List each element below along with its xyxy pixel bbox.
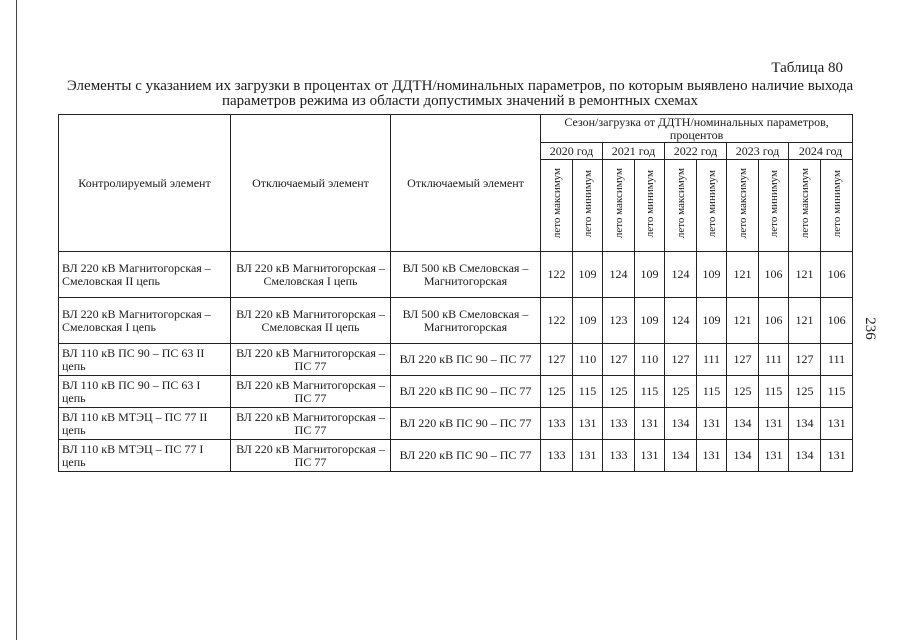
cell-controlled: ВЛ 110 кВ ПС 90 – ПС 63 I цепь (59, 376, 231, 408)
cell-value: 109 (635, 252, 665, 298)
cell-value: 133 (603, 408, 635, 440)
cell-value: 134 (789, 440, 821, 472)
cell-value: 134 (789, 408, 821, 440)
cell-value: 115 (697, 376, 727, 408)
cell-value: 124 (665, 298, 697, 344)
cell-value: 127 (727, 344, 759, 376)
header-disabled-2: Отключаемый элемент (391, 115, 541, 252)
header-summer-max: лето максимум (665, 160, 697, 252)
load-table (58, 114, 853, 472)
cell-value: 122 (541, 298, 573, 344)
cell-value: 121 (789, 252, 821, 298)
cell-disabled-1: ВЛ 220 кВ Магнитогорская – Смеловская I цепь (231, 252, 391, 298)
cell-value: 134 (727, 408, 759, 440)
cell-value: 111 (759, 344, 789, 376)
cell-value: 131 (759, 408, 789, 440)
cell-value: 127 (665, 344, 697, 376)
header-summer-min: лето минимум (759, 160, 789, 252)
cell-value: 109 (573, 298, 603, 344)
cell-value: 111 (697, 344, 727, 376)
cell-controlled: ВЛ 110 кВ МТЭЦ – ПС 77 II цепь (59, 408, 231, 440)
cell-value: 125 (789, 376, 821, 408)
header-year-2024: 2024 год (789, 143, 853, 160)
cell-disabled-2: ВЛ 500 кВ Смеловская – Магнитогорская (391, 252, 541, 298)
cell-disabled-2: ВЛ 220 кВ ПС 90 – ПС 77 (391, 408, 541, 440)
cell-value: 125 (665, 376, 697, 408)
cell-disabled-1: ВЛ 220 кВ Магнитогорская – Смеловская II цепь (231, 298, 391, 344)
page-edge-line (16, 0, 17, 640)
cell-value: 131 (821, 408, 853, 440)
header-summer-min: лето минимум (635, 160, 665, 252)
cell-value: 121 (727, 298, 759, 344)
table-row (59, 376, 853, 408)
table-caption: Элементы с указанием их загрузки в процентах от ДДТН/номинальных параметров, по которым выявлено наличие выхода параметров режима из области допустимых значений в ремонтных схемах (66, 78, 854, 109)
table-row (59, 252, 853, 298)
header-year-2022: 2022 год (665, 143, 727, 160)
header-year-2023: 2023 год (727, 143, 789, 160)
cell-disabled-1: ВЛ 220 кВ Магнитогорская – ПС 77 (231, 408, 391, 440)
table-row (59, 440, 853, 472)
table-number: Таблица 80 (771, 60, 843, 76)
cell-controlled: ВЛ 220 кВ Магнитогорская – Смеловская I цепь (59, 298, 231, 344)
cell-value: 115 (759, 376, 789, 408)
cell-value: 133 (541, 408, 573, 440)
cell-disabled-2: ВЛ 220 кВ ПС 90 – ПС 77 (391, 344, 541, 376)
cell-controlled: ВЛ 110 кВ ПС 90 – ПС 63 II цепь (59, 344, 231, 376)
cell-value: 131 (821, 440, 853, 472)
cell-value: 133 (541, 440, 573, 472)
cell-value: 133 (603, 440, 635, 472)
cell-value: 131 (697, 408, 727, 440)
header-year-2021: 2021 год (603, 143, 665, 160)
header-controlled: Контролируемый элемент (59, 115, 231, 252)
cell-value: 131 (573, 408, 603, 440)
cell-value: 125 (603, 376, 635, 408)
cell-value: 111 (821, 344, 853, 376)
cell-value: 124 (665, 252, 697, 298)
cell-disabled-1: ВЛ 220 кВ Магнитогорская – ПС 77 (231, 344, 391, 376)
cell-value: 121 (789, 298, 821, 344)
header-summer-max: лето максимум (541, 160, 573, 252)
cell-disabled-2: ВЛ 220 кВ ПС 90 – ПС 77 (391, 440, 541, 472)
cell-value: 124 (603, 252, 635, 298)
cell-value: 125 (727, 376, 759, 408)
cell-disabled-1: ВЛ 220 кВ Магнитогорская – ПС 77 (231, 376, 391, 408)
cell-disabled-2: ВЛ 220 кВ ПС 90 – ПС 77 (391, 376, 541, 408)
cell-value: 123 (603, 298, 635, 344)
cell-value: 106 (759, 252, 789, 298)
table-row (59, 408, 853, 440)
header-summer-min: лето минимум (821, 160, 853, 252)
cell-value: 134 (727, 440, 759, 472)
cell-value: 131 (759, 440, 789, 472)
cell-value: 127 (541, 344, 573, 376)
cell-value: 131 (697, 440, 727, 472)
cell-value: 122 (541, 252, 573, 298)
cell-controlled: ВЛ 220 кВ Магнитогорская – Смеловская II цепь (59, 252, 231, 298)
table-row (59, 298, 853, 344)
cell-value: 109 (697, 252, 727, 298)
header-summer-max: лето максимум (603, 160, 635, 252)
header-year-2020: 2020 год (541, 143, 603, 160)
cell-value: 115 (635, 376, 665, 408)
cell-value: 134 (665, 408, 697, 440)
cell-value: 131 (635, 440, 665, 472)
cell-value: 115 (573, 376, 603, 408)
header-summer-max: лето максимум (789, 160, 821, 252)
header-summer-max: лето максимум (727, 160, 759, 252)
table-row (59, 344, 853, 376)
cell-value: 131 (635, 408, 665, 440)
header-disabled-1: Отключаемый элемент (231, 115, 391, 252)
cell-value: 115 (821, 376, 853, 408)
cell-value: 109 (697, 298, 727, 344)
cell-value: 131 (573, 440, 603, 472)
header-summer-min: лето минимум (573, 160, 603, 252)
cell-value: 110 (635, 344, 665, 376)
cell-value: 134 (665, 440, 697, 472)
cell-disabled-2: ВЛ 500 кВ Смеловская – Магнитогорская (391, 298, 541, 344)
cell-value: 109 (573, 252, 603, 298)
header-season: Сезон/загрузка от ДДТН/номинальных параметров, процентов (541, 115, 853, 143)
cell-value: 110 (573, 344, 603, 376)
cell-value: 109 (635, 298, 665, 344)
cell-value: 125 (541, 376, 573, 408)
cell-value: 106 (821, 298, 853, 344)
cell-value: 127 (603, 344, 635, 376)
cell-value: 106 (759, 298, 789, 344)
cell-disabled-1: ВЛ 220 кВ Магнитогорская – ПС 77 (231, 440, 391, 472)
cell-value: 121 (727, 252, 759, 298)
cell-value: 127 (789, 344, 821, 376)
header-summer-min: лето минимум (697, 160, 727, 252)
cell-value: 106 (821, 252, 853, 298)
cell-controlled: ВЛ 110 кВ МТЭЦ – ПС 77 I цепь (59, 440, 231, 472)
page-number: 236 (861, 317, 878, 340)
